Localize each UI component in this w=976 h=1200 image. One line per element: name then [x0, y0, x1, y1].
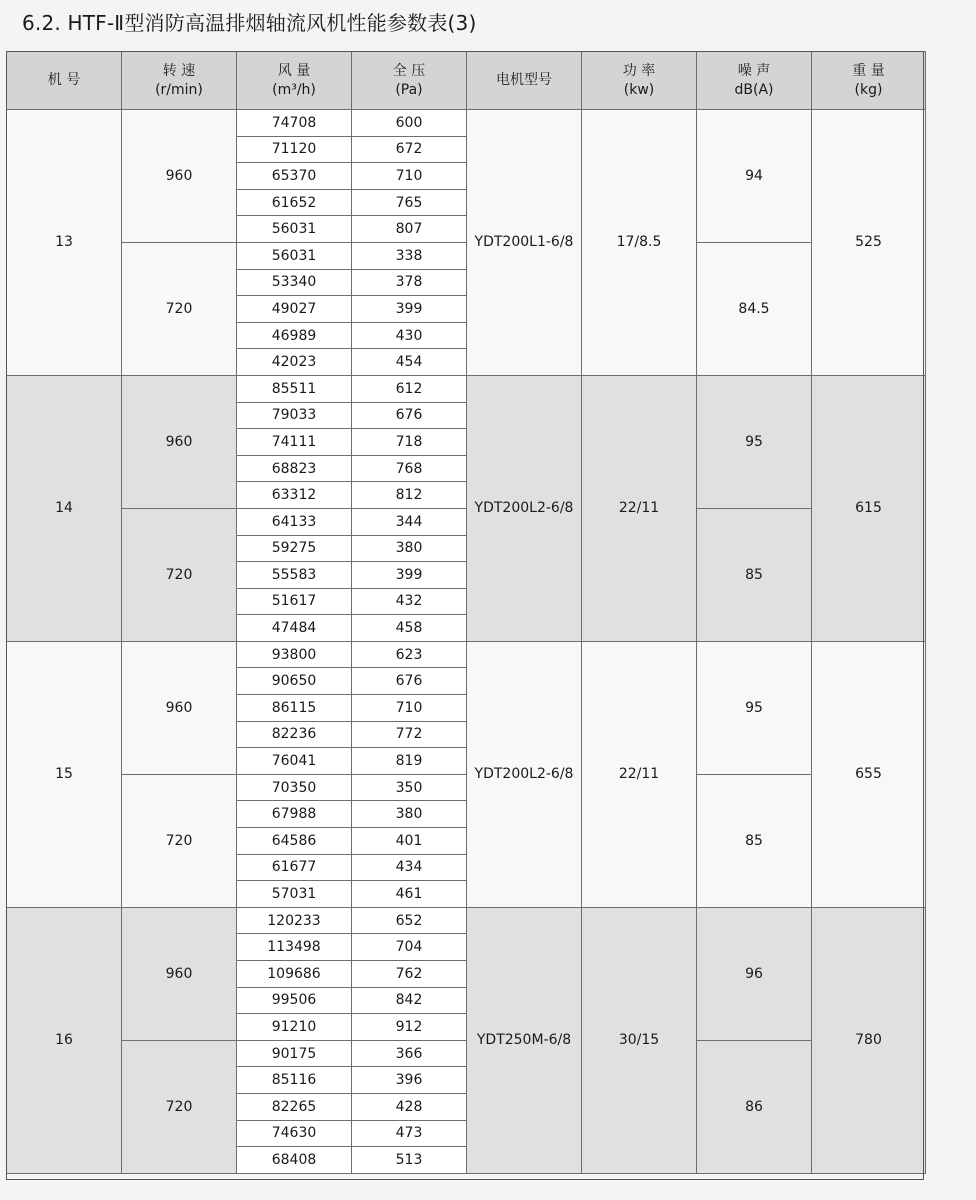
header-weight-label: 重 量: [852, 62, 885, 79]
airflow-cell: 63312: [237, 482, 352, 509]
pressure-cell: 338: [352, 242, 467, 269]
airflow-cell: 74630: [237, 1120, 352, 1147]
airflow-cell: 74708: [237, 110, 352, 137]
pressure-cell: 612: [352, 375, 467, 402]
header-pressure-label: 全 压: [392, 62, 426, 79]
header-row: [7, 52, 926, 110]
pressure-cell: 396: [352, 1067, 467, 1094]
motor-cell: YDT200L1-6/8: [467, 110, 582, 376]
header-speed-label: 转 速: [162, 62, 196, 79]
motor-cell: YDT200L2-6/8: [467, 641, 582, 907]
header-noise: [697, 52, 812, 110]
airflow-cell: 57031: [237, 881, 352, 908]
pressure-cell: 378: [352, 269, 467, 296]
table-header: [7, 52, 926, 110]
motor-cell: YDT250M-6/8: [467, 907, 582, 1173]
table-row: [7, 641, 926, 668]
airflow-cell: 64586: [237, 828, 352, 855]
model-no-cell: 14: [7, 375, 122, 641]
pressure-cell: 652: [352, 907, 467, 934]
pressure-cell: 399: [352, 562, 467, 589]
airflow-cell: 74111: [237, 429, 352, 456]
noise-cell: 85: [697, 508, 812, 641]
model-no-cell: 16: [7, 907, 122, 1173]
header-speed-unit: (r/min): [155, 81, 203, 98]
airflow-cell: 82236: [237, 721, 352, 748]
header-model-no: [7, 52, 122, 110]
airflow-cell: 68408: [237, 1147, 352, 1174]
header-noise-label: 噪 声: [737, 62, 771, 79]
pressure-cell: 366: [352, 1040, 467, 1067]
weight-cell: 525: [812, 110, 926, 376]
pressure-cell: 819: [352, 748, 467, 775]
pressure-cell: 772: [352, 721, 467, 748]
pressure-cell: 812: [352, 482, 467, 509]
airflow-cell: 86115: [237, 695, 352, 722]
airflow-cell: 42023: [237, 349, 352, 376]
header-power: [582, 52, 697, 110]
pressure-cell: 432: [352, 588, 467, 615]
airflow-cell: 85116: [237, 1067, 352, 1094]
airflow-cell: 67988: [237, 801, 352, 828]
header-weight: [812, 52, 926, 110]
airflow-cell: 90650: [237, 668, 352, 695]
pressure-cell: 458: [352, 615, 467, 642]
airflow-cell: 51617: [237, 588, 352, 615]
pressure-cell: 461: [352, 881, 467, 908]
pressure-cell: 807: [352, 216, 467, 243]
pressure-cell: 600: [352, 110, 467, 137]
speed-cell: 960: [122, 375, 237, 508]
pressure-cell: 765: [352, 189, 467, 216]
airflow-cell: 93800: [237, 641, 352, 668]
page-title: 6.2. HTF-Ⅱ型消防高温排烟轴流风机性能参数表(3): [22, 11, 477, 35]
pressure-cell: 762: [352, 961, 467, 988]
airflow-cell: 49027: [237, 296, 352, 323]
airflow-cell: 65370: [237, 163, 352, 190]
speed-cell: 720: [122, 774, 237, 907]
table-row: [7, 242, 926, 269]
pressure-cell: 428: [352, 1093, 467, 1120]
airflow-cell: 109686: [237, 961, 352, 988]
noise-cell: 94: [697, 110, 812, 243]
header-airflow: [237, 52, 352, 110]
power-cell: 17/8.5: [582, 110, 697, 376]
pressure-cell: 380: [352, 535, 467, 562]
pressure-cell: 710: [352, 163, 467, 190]
airflow-cell: 53340: [237, 269, 352, 296]
pressure-cell: 704: [352, 934, 467, 961]
noise-cell: 86: [697, 1040, 812, 1173]
noise-cell: 95: [697, 641, 812, 774]
model-no-cell: 13: [7, 110, 122, 376]
speed-cell: 720: [122, 242, 237, 375]
pressure-cell: 623: [352, 641, 467, 668]
speed-cell: 960: [122, 907, 237, 1040]
airflow-cell: 113498: [237, 934, 352, 961]
speed-cell: 960: [122, 641, 237, 774]
airflow-cell: 61677: [237, 854, 352, 881]
header-pressure: [352, 52, 467, 110]
airflow-cell: 61652: [237, 189, 352, 216]
header-power-label: 功 率: [622, 62, 656, 79]
airflow-cell: 56031: [237, 216, 352, 243]
pressure-cell: 454: [352, 349, 467, 376]
airflow-cell: 82265: [237, 1093, 352, 1120]
airflow-cell: 46989: [237, 322, 352, 349]
airflow-cell: 68823: [237, 455, 352, 482]
airflow-cell: 120233: [237, 907, 352, 934]
header-power-unit: (kw): [623, 81, 655, 98]
pressure-cell: 401: [352, 828, 467, 855]
pressure-cell: 380: [352, 801, 467, 828]
table-row: [7, 508, 926, 535]
airflow-cell: 59275: [237, 535, 352, 562]
pressure-cell: 434: [352, 854, 467, 881]
speed-cell: 960: [122, 110, 237, 243]
airflow-cell: 85511: [237, 375, 352, 402]
pressure-cell: 676: [352, 668, 467, 695]
pressure-cell: 350: [352, 774, 467, 801]
weight-cell: 655: [812, 641, 926, 907]
table-row: [7, 110, 926, 137]
header-model-no-label: 机 号: [47, 72, 81, 88]
motor-cell: YDT200L2-6/8: [467, 375, 582, 641]
airflow-cell: 79033: [237, 402, 352, 429]
airflow-cell: 71120: [237, 136, 352, 163]
airflow-cell: 76041: [237, 748, 352, 775]
airflow-cell: 64133: [237, 508, 352, 535]
model-no-cell: 15: [7, 641, 122, 907]
header-motor-label: 电机型号: [496, 72, 552, 88]
header-noise-unit: dB(A): [734, 81, 774, 98]
table-row: [7, 375, 926, 402]
airflow-cell: 56031: [237, 242, 352, 269]
power-cell: 22/11: [582, 375, 697, 641]
weight-cell: 780: [812, 907, 926, 1173]
noise-cell: 95: [697, 375, 812, 508]
table-row: [7, 774, 926, 801]
airflow-cell: 55583: [237, 562, 352, 589]
noise-cell: 96: [697, 907, 812, 1040]
pressure-cell: 672: [352, 136, 467, 163]
noise-cell: 84.5: [697, 242, 812, 375]
airflow-cell: 90175: [237, 1040, 352, 1067]
pressure-cell: 473: [352, 1120, 467, 1147]
speed-cell: 720: [122, 508, 237, 641]
airflow-cell: 99506: [237, 987, 352, 1014]
pressure-cell: 718: [352, 429, 467, 456]
pressure-cell: 430: [352, 322, 467, 349]
power-cell: 22/11: [582, 641, 697, 907]
noise-cell: 85: [697, 774, 812, 907]
pressure-cell: 513: [352, 1147, 467, 1174]
performance-table-container: [6, 51, 925, 1174]
header-airflow-label: 风 量: [277, 62, 311, 79]
airflow-cell: 91210: [237, 1014, 352, 1041]
speed-cell: 720: [122, 1040, 237, 1173]
performance-table: [6, 51, 926, 1174]
airflow-cell: 70350: [237, 774, 352, 801]
pressure-cell: 768: [352, 455, 467, 482]
pressure-cell: 399: [352, 296, 467, 323]
header-motor: [467, 52, 582, 110]
header-airflow-unit: (m³/h): [272, 81, 316, 98]
table-body: [7, 110, 926, 1174]
pressure-cell: 710: [352, 695, 467, 722]
header-speed: [122, 52, 237, 110]
header-weight-unit: (kg): [854, 81, 883, 98]
power-cell: 30/15: [582, 907, 697, 1173]
weight-cell: 615: [812, 375, 926, 641]
pressure-cell: 842: [352, 987, 467, 1014]
table-row: [7, 1040, 926, 1067]
pressure-cell: 676: [352, 402, 467, 429]
table-row: [7, 907, 926, 934]
pressure-cell: 912: [352, 1014, 467, 1041]
pressure-cell: 344: [352, 508, 467, 535]
header-pressure-unit: (Pa): [395, 81, 423, 98]
airflow-cell: 47484: [237, 615, 352, 642]
